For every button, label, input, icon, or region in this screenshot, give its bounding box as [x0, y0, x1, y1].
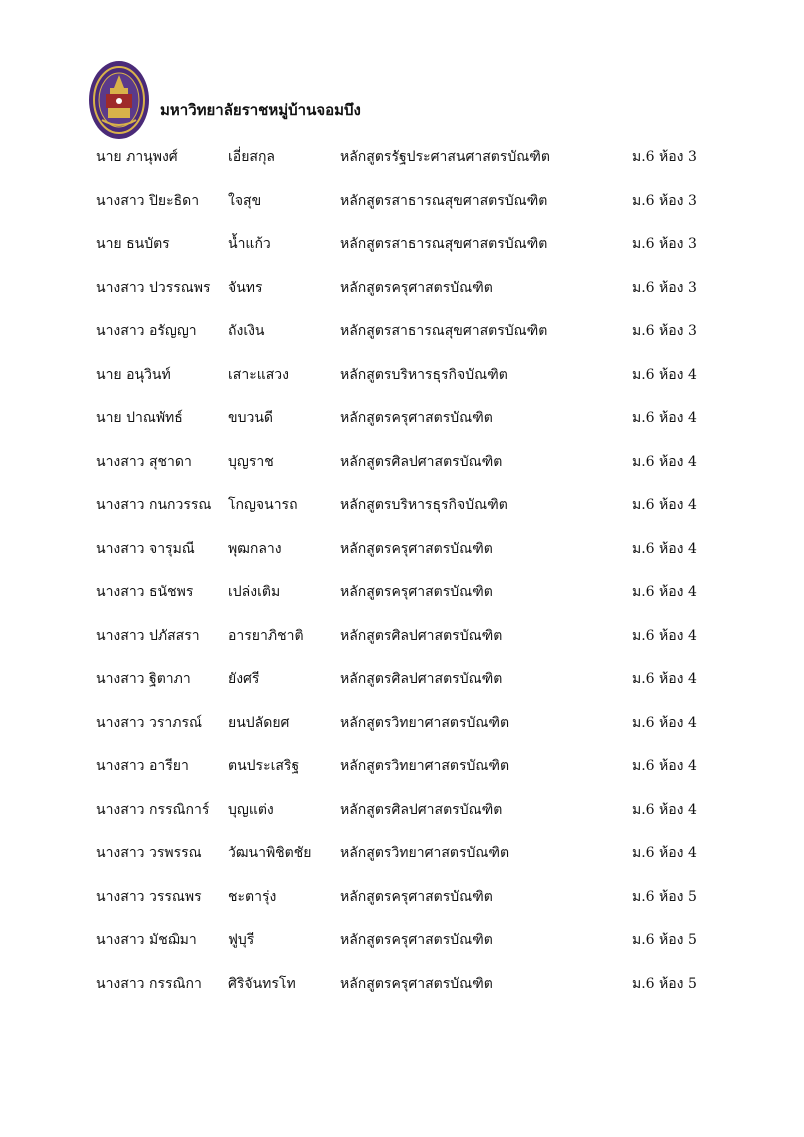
student-program: หลักสูตรครุศาสตรบัณฑิต [340, 888, 493, 905]
list-item [0, 354, 804, 398]
student-class: ม.6 ห้อง 5 [632, 975, 697, 992]
student-class: ม.6 ห้อง 4 [632, 627, 697, 644]
student-first-name: นางสาว มัชฌิมา [96, 932, 197, 948]
student-last-name: ขบวนดี [228, 410, 273, 426]
list-item [0, 267, 804, 311]
list-item [0, 528, 804, 572]
student-last-name: เสาะแสวง [228, 366, 289, 383]
student-class: ม.6 ห้อง 3 [632, 236, 697, 252]
student-class: ม.6 ห้อง 4 [632, 366, 697, 383]
student-program: หลักสูตรวิทยาศาสตรบัณฑิต [340, 845, 510, 861]
student-last-name: ใจสุข [228, 192, 262, 209]
student-program: หลักสูตรครุศาสตรบัณฑิต [340, 540, 493, 557]
list-item [0, 702, 804, 746]
student-last-name: โกญจนารถ [228, 497, 298, 513]
list-item [0, 919, 804, 963]
student-first-name: นางสาว กนกวรรณ [96, 497, 212, 513]
student-first-name: นางสาว ธนัชพร [96, 584, 194, 600]
student-first-name: นางสาว ฐิตาภา [96, 671, 191, 687]
student-first-name: นาย อนุวินท์ [96, 366, 171, 383]
student-last-name: ยนปลัดยศ [228, 714, 290, 731]
student-program: หลักสูตรสาธารณสุขศาสตรบัณฑิต [340, 323, 548, 339]
student-last-name: ชะตารุ่ง [228, 888, 277, 905]
student-program: หลักสูตรบริหารธุรกิจบัณฑิต [340, 497, 508, 513]
student-last-name: ตนประเสริฐ [228, 758, 300, 774]
student-first-name: นางสาว จารุมณี [96, 540, 195, 557]
student-first-name: นางสาว อรัญญา [96, 323, 197, 339]
student-first-name: นางสาว กรรณิการ์ [96, 801, 210, 818]
student-class: ม.6 ห้อง 4 [632, 758, 697, 774]
student-class: ม.6 ห้อง 5 [632, 888, 697, 905]
student-last-name: ฟูบุรี [228, 932, 255, 948]
student-last-name: บุญราช [228, 453, 274, 470]
student-last-name: เปล่งเติม [228, 584, 281, 600]
student-class: ม.6 ห้อง 4 [632, 453, 697, 470]
student-last-name: น้ำแก้ว [228, 236, 271, 252]
student-program: หลักสูตรครุศาสตรบัณฑิต [340, 975, 493, 992]
student-last-name: บุญแต่ง [228, 801, 274, 818]
list-item [0, 136, 804, 180]
student-class: ม.6 ห้อง 4 [632, 671, 697, 687]
student-class: ม.6 ห้อง 3 [632, 192, 697, 209]
student-last-name: วัฒนาพิชิตชัย [228, 845, 312, 861]
student-class: ม.6 ห้อง 3 [632, 323, 697, 339]
list-item [0, 397, 804, 441]
student-last-name: ศิริจันทรโท [228, 975, 296, 992]
student-program: หลักสูตรวิทยาศาสตรบัณฑิต [340, 758, 510, 774]
student-first-name: นาย ธนบัตร [96, 236, 170, 252]
student-program: หลักสูตรบริหารธุรกิจบัณฑิต [340, 366, 508, 383]
student-class: ม.6 ห้อง 4 [632, 714, 697, 731]
student-program: หลักสูตรศิลปศาสตรบัณฑิต [340, 627, 503, 644]
student-program: หลักสูตรวิทยาศาสตรบัณฑิต [340, 714, 510, 731]
student-program: หลักสูตรสาธารณสุขศาสตรบัณฑิต [340, 192, 548, 209]
list-item [0, 180, 804, 224]
student-class: ม.6 ห้อง 5 [632, 932, 697, 948]
student-first-name: นางสาว ปิยะธิดา [96, 192, 200, 209]
list-item [0, 441, 804, 485]
list-item [0, 832, 804, 876]
student-program: หลักสูตรครุศาสตรบัณฑิต [340, 584, 493, 600]
list-item [0, 963, 804, 1007]
student-class: ม.6 ห้อง 4 [632, 584, 697, 600]
list-item [0, 310, 804, 354]
student-program: หลักสูตรครุศาสตรบัณฑิต [340, 410, 493, 426]
list-item [0, 789, 804, 833]
student-class: ม.6 ห้อง 4 [632, 801, 697, 818]
student-program: หลักสูตรสาธารณสุขศาสตรบัณฑิต [340, 236, 548, 252]
student-program: หลักสูตรครุศาสตรบัณฑิต [340, 279, 493, 296]
list-item [0, 484, 804, 528]
student-last-name: อารยาภิชาติ [228, 627, 304, 644]
student-class: ม.6 ห้อง 3 [632, 149, 697, 165]
student-last-name: จันทร [228, 279, 263, 296]
student-class: ม.6 ห้อง 4 [632, 410, 697, 426]
student-first-name: นาย ปาณพัทธ์ [96, 410, 183, 426]
list-item [0, 658, 804, 702]
list-item [0, 223, 804, 267]
student-class: ม.6 ห้อง 4 [632, 497, 697, 513]
student-class: ม.6 ห้อง 4 [632, 540, 697, 557]
student-first-name: นาย ภานุพงศ์ [96, 149, 178, 165]
student-program: หลักสูตรครุศาสตรบัณฑิต [340, 932, 493, 948]
student-list [0, 136, 804, 1006]
student-first-name: นางสาว วราภรณ์ [96, 714, 202, 731]
student-first-name: นางสาว วรรณพร [96, 888, 202, 905]
university-seal-icon [88, 60, 150, 140]
student-program: หลักสูตรรัฐประศาสนศาสตรบัณฑิต [340, 149, 550, 165]
student-class: ม.6 ห้อง 4 [632, 845, 697, 861]
list-item [0, 876, 804, 920]
student-last-name: เอี่ยสกุล [228, 149, 275, 165]
student-first-name: นางสาว ปภัสสรา [96, 627, 200, 644]
student-program: หลักสูตรศิลปศาสตรบัณฑิต [340, 453, 503, 470]
university-name: มหาวิทยาลัยราชหมู่บ้านจอมบึง [160, 101, 361, 119]
list-item [0, 615, 804, 659]
student-program: หลักสูตรศิลปศาสตรบัณฑิต [340, 801, 503, 818]
student-last-name: ถังเงิน [228, 323, 265, 339]
student-last-name: พุฒกลาง [228, 540, 282, 557]
student-first-name: นางสาว กรรณิกา [96, 975, 202, 992]
student-program: หลักสูตรศิลปศาสตรบัณฑิต [340, 671, 503, 687]
student-first-name: นางสาว สุชาดา [96, 453, 192, 470]
student-class: ม.6 ห้อง 3 [632, 279, 697, 296]
student-first-name: นางสาว วรพรรณ [96, 845, 202, 861]
list-item [0, 571, 804, 615]
student-first-name: นางสาว ปวรรณพร [96, 279, 211, 296]
list-item [0, 745, 804, 789]
student-first-name: นางสาว อารียา [96, 758, 189, 774]
student-last-name: ยังศรี [228, 671, 260, 687]
